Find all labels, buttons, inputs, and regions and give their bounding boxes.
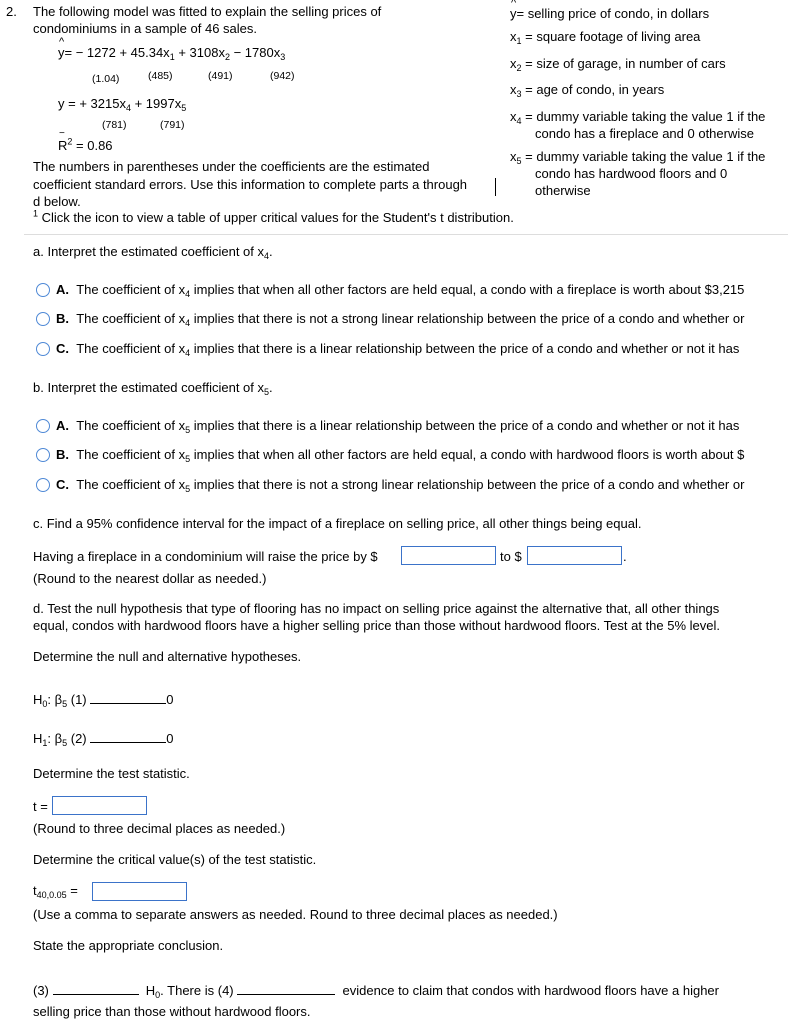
legend-x5: $x_5$ = dummy variable taking the value 1 if the [510,149,766,166]
critical-value-prompt: Determine the critical value(s) of the test statistic. [33,852,317,867]
t-round-note: (Round to three decimal places as needed.) [33,821,286,836]
conclusion-line1: (3) $H_0$. There is (4) evidence to claim that condos with hardwood floors have a higher [33,983,719,1000]
part-d-prompt-line2: equal, condos with hardwood floors have a higher selling price than those without hardwood floors. Test at the 5% level. [33,618,721,633]
description-line2: coefficient standard errors. Use this information to complete parts a through [33,177,468,192]
section-divider [24,234,788,235]
ci-to-label: to $ [500,549,522,564]
problem-intro-line1: The following model was fitted to explain the selling prices of [33,4,382,19]
part-b-option-c-radio[interactable] [36,478,50,492]
alternative-hypothesis: $H_1$: $\beta_5$ (2) 0 [33,731,174,748]
h1-dropdown-blank[interactable] [90,742,166,743]
test-stat-prompt: Determine the test statistic. [33,766,190,781]
regression-equation-line2: y = + $3215x_4 + 1997x_5$ [58,96,187,113]
se-3: (491) [208,70,233,82]
t-stat-input[interactable] [52,796,147,815]
part-c-sentence: Having a fireplace in a condominium will raise the price by $ [33,549,378,564]
part-a-option-c-radio[interactable] [36,342,50,356]
critical-value-note: (Use a comma to separate answers as needed. Round to three decimal places as needed.) [33,907,558,922]
hypotheses-prompt: Determine the null and alternative hypotheses. [33,649,302,664]
problem-intro-line2: condominiums in a sample of 46 sales. [33,21,258,36]
part-b-option-a[interactable]: A. The coefficient of $x_5$ implies that there is a linear relationship between the price of a condo and whether or not it has [56,418,740,435]
legend-x5-line3: otherwise [535,183,591,198]
critical-value-label: $t_{40,0.05}$ = [33,883,78,900]
legend-x4-line2: condo has a fireplace and 0 otherwise [535,126,754,141]
part-c-prompt: c. Find a 95% confidence interval for the impact of a fireplace on selling price, all other things being equal. [33,516,642,531]
part-b-prompt: b. Interpret the estimated coefficient of $x_5$. [33,380,273,397]
description-line1: The numbers in parentheses under the coefficients are the estimated [33,159,430,174]
legend-x4: $x_4$ = dummy variable taking the value 1 if the [510,109,766,126]
se-2: (485) [148,70,173,82]
legend-x3: $x_3$ = age of condo, in years [510,82,665,99]
legend-y: ^ y= selling price of condo, in dollars [510,6,709,21]
se-4: (942) [270,70,295,82]
y-hat: ^ y [58,45,65,60]
critical-value-input[interactable] [92,882,187,901]
se-1: (1.04) [92,73,120,85]
part-a-option-c[interactable]: C. The coefficient of $x_4$ implies that there is a linear relationship between the price of a condo and whether or not it has [56,341,740,358]
conclusion-dropdown-3-blank[interactable] [53,994,139,995]
legend-x5-line2: condo has hardwood floors and 0 [535,166,728,181]
description-line3: d below. [33,194,81,209]
conclusion-dropdown-3[interactable]: (3) [33,983,49,998]
ci-period: . [623,549,627,564]
ci-lower-input[interactable] [401,546,496,565]
se-6: (791) [160,119,185,131]
part-b-option-a-radio[interactable] [36,419,50,433]
r-bar-squared: R − $^2$ = 0.86 [58,128,113,153]
conclusion-prompt: State the appropriate conclusion. [33,938,224,953]
conclusion-line2: selling price than those without hardwood floors. [33,1004,311,1019]
conclusion-dropdown-4[interactable]: (4) [217,983,234,998]
part-a-option-a[interactable]: A. The coefficient of $x_4$ implies that when all other factors are held equal, a condo with a fireplace is worth about $3,215 [56,282,745,299]
part-a-prompt: a. Interpret the estimated coefficient of $x_4$. [33,244,273,261]
part-a-option-a-radio[interactable] [36,283,50,297]
h0-dropdown-blank[interactable] [90,703,166,704]
t-label: t = [33,799,48,814]
se-5: (781) [102,119,127,131]
part-d-prompt-line1: d. Test the null hypothesis that type of flooring has no impact on selling price against the alternative that, all other things [33,601,720,616]
part-a-option-b-radio[interactable] [36,312,50,326]
part-c-round-note: (Round to the nearest dollar as needed.) [33,571,267,586]
part-b-option-b-radio[interactable] [36,448,50,462]
part-b-option-c[interactable]: C. The coefficient of $x_5$ implies that there is not a strong linear relationship between the price of a condo and whether or [56,477,745,494]
h0-dropdown[interactable]: (1) [70,692,87,707]
regression-equation-line1: ^ $y= - 1272 + 45.34x_1 + 3108x_2 - 1780x_3$ [58,45,285,60]
part-a-option-b[interactable]: B. The coefficient of $x_4$ implies that there is not a strong linear relationship between the price of a condo and whether or [56,311,745,328]
h1-dropdown[interactable]: (2) [70,731,87,746]
legend-x2: $x_2$ = size of garage, in number of cars [510,56,726,73]
footnote[interactable]: $^1$ Click the icon to view a table of upper critical values for the Student's t distribution. [33,208,514,225]
divider-line [495,178,496,196]
legend-x1: $x_1$ = square footage of living area [510,29,701,46]
conclusion-dropdown-4-blank[interactable] [237,994,335,995]
problem-number: 2. [6,4,17,19]
part-b-option-b[interactable]: B. The coefficient of $x_5$ implies that when all other factors are held equal, a condo with hardwood floors is worth about $ [56,447,745,464]
null-hypothesis: $H_0$: $\beta_5$ (1) 0 [33,692,174,709]
ci-upper-input[interactable] [527,546,622,565]
